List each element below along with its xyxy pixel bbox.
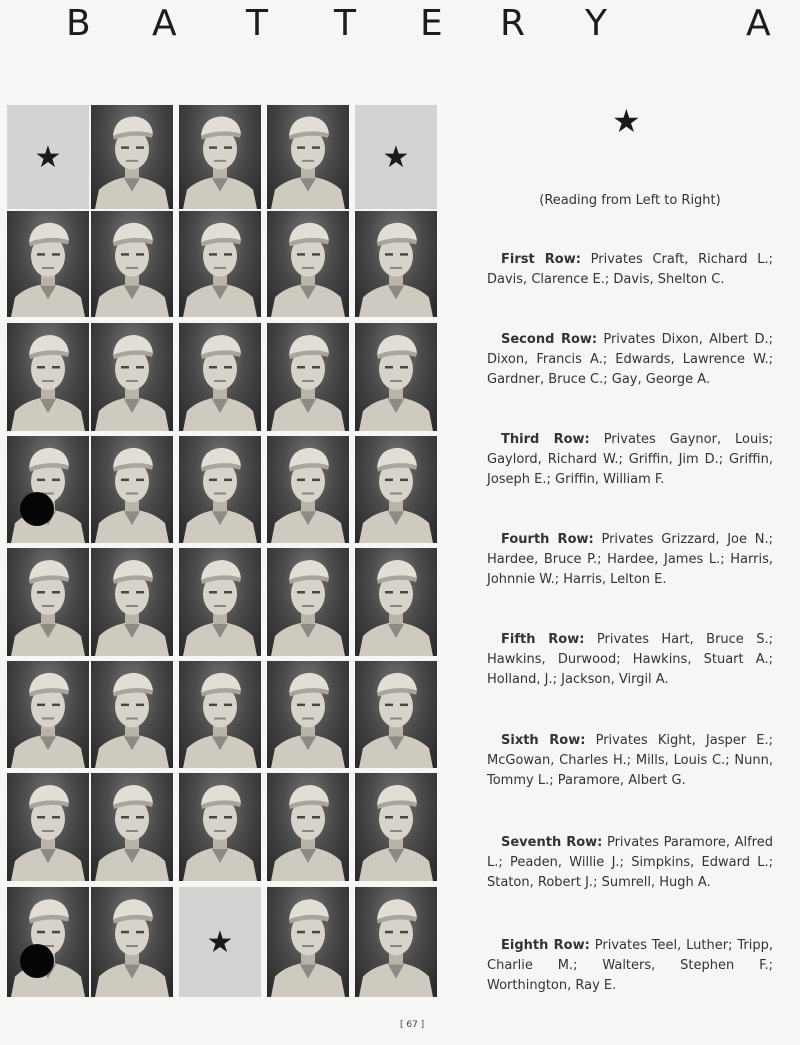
title-letter: Y bbox=[585, 3, 607, 44]
portrait-figure bbox=[355, 548, 437, 656]
punch-hole bbox=[20, 944, 54, 978]
soldier-portrait bbox=[355, 323, 437, 431]
star-placeholder bbox=[355, 105, 437, 209]
soldier-portrait bbox=[355, 887, 437, 997]
portrait-figure bbox=[7, 661, 89, 768]
portrait-figure bbox=[91, 436, 173, 543]
star-icon: ★ bbox=[206, 924, 234, 960]
portrait-figure bbox=[267, 661, 349, 768]
soldier-portrait bbox=[267, 661, 349, 768]
portrait-figure bbox=[267, 105, 349, 209]
soldier-portrait bbox=[179, 323, 261, 431]
caption-row-2 bbox=[487, 330, 773, 390]
reading-note: (Reading from Left to Right) bbox=[539, 193, 721, 208]
caption-text: Privates Dixon, Albert D.; Dixon, Francis A.; Edwards, Lawrence W.; Gardner, Bruce C.; Gay, George A. bbox=[487, 332, 773, 387]
portrait-figure bbox=[179, 548, 261, 656]
soldier-portrait bbox=[355, 773, 437, 881]
portrait-figure bbox=[179, 323, 261, 431]
punch-hole bbox=[20, 492, 54, 526]
caption-label: Seventh Row: bbox=[501, 835, 603, 850]
portrait-figure bbox=[267, 548, 349, 656]
caption-row-6 bbox=[487, 731, 773, 791]
soldier-portrait bbox=[267, 211, 349, 317]
soldier-portrait bbox=[179, 436, 261, 543]
portrait-figure bbox=[91, 661, 173, 768]
caption-row-4 bbox=[487, 530, 773, 590]
title-letter: T bbox=[334, 3, 356, 44]
portrait-figure bbox=[91, 773, 173, 881]
soldier-portrait bbox=[355, 548, 437, 656]
caption-label: Eighth Row: bbox=[501, 938, 590, 953]
soldier-portrait bbox=[355, 211, 437, 317]
caption-text: Privates Grizzard, Joe N.; Hardee, Bruce P.; Hardee, James L.; Harris, Johnnie W.; Harris, Lelton E. bbox=[487, 532, 773, 587]
title-letter: B bbox=[66, 3, 91, 44]
title-letter: A bbox=[152, 3, 177, 44]
caption-label: Fourth Row: bbox=[501, 532, 594, 547]
caption-row-8 bbox=[487, 936, 773, 996]
portrait-figure bbox=[91, 211, 173, 317]
soldier-portrait bbox=[91, 105, 173, 209]
portrait-figure bbox=[267, 773, 349, 881]
portrait-figure bbox=[355, 436, 437, 543]
star-placeholder bbox=[7, 105, 89, 209]
title-letter: R bbox=[500, 3, 526, 44]
portrait-figure bbox=[7, 436, 89, 543]
soldier-portrait bbox=[179, 211, 261, 317]
portrait-figure bbox=[7, 887, 89, 997]
caption-label: Third Row: bbox=[501, 432, 590, 447]
portrait-figure bbox=[179, 211, 261, 317]
portrait-figure bbox=[179, 105, 261, 209]
title-letter: E bbox=[420, 3, 443, 44]
caption-label: Second Row: bbox=[501, 332, 598, 347]
soldier-portrait bbox=[355, 436, 437, 543]
caption-text: Privates Paramore, Alfred L.; Peaden, Willie J.; Simpkins, Edward L.; Staton, Robert J.; Sumrell, Hugh A. bbox=[487, 835, 773, 890]
star-icon: ★ bbox=[34, 139, 62, 175]
title-letter: T bbox=[246, 3, 268, 44]
page-number: [ 67 ] bbox=[400, 1020, 425, 1030]
caption-row-1 bbox=[487, 250, 773, 290]
caption-text: Privates Teel, Luther; Tripp, Charlie M.; Walters, Stephen F.; Worthington, Ray E. bbox=[487, 938, 773, 993]
soldier-portrait bbox=[267, 105, 349, 209]
soldier-portrait bbox=[91, 548, 173, 656]
soldier-portrait bbox=[267, 436, 349, 543]
soldier-portrait bbox=[7, 323, 89, 431]
soldier-portrait bbox=[91, 211, 173, 317]
soldier-portrait bbox=[179, 105, 261, 209]
soldier-portrait bbox=[267, 323, 349, 431]
star-icon: ★ bbox=[382, 139, 410, 175]
caption-text: Privates Kight, Jasper E.; McGowan, Charles H.; Mills, Louis C.; Nunn, Tommy L.; Paramore, Albert G. bbox=[487, 733, 773, 788]
soldier-portrait bbox=[91, 436, 173, 543]
caption-row-3 bbox=[487, 430, 773, 490]
portrait-figure bbox=[91, 105, 173, 209]
portrait-figure bbox=[7, 211, 89, 317]
portrait-figure bbox=[355, 211, 437, 317]
portrait-figure bbox=[355, 323, 437, 431]
soldier-portrait bbox=[267, 773, 349, 881]
soldier-portrait bbox=[91, 887, 173, 997]
caption-text: Privates Craft, Richard L.; Davis, Clarence E.; Davis, Shelton C. bbox=[487, 252, 773, 287]
soldier-portrait bbox=[7, 211, 89, 317]
soldier-portrait bbox=[7, 661, 89, 768]
soldier-portrait bbox=[7, 436, 89, 543]
portrait-figure bbox=[179, 773, 261, 881]
portrait-figure bbox=[267, 211, 349, 317]
portrait-figure bbox=[7, 323, 89, 431]
soldier-portrait bbox=[179, 661, 261, 768]
portrait-figure bbox=[267, 436, 349, 543]
portrait-figure bbox=[355, 773, 437, 881]
star-placeholder bbox=[179, 887, 261, 997]
caption-row-7 bbox=[487, 833, 773, 893]
soldier-portrait bbox=[267, 548, 349, 656]
portrait-figure bbox=[179, 661, 261, 768]
portrait-figure bbox=[7, 773, 89, 881]
caption-row-5 bbox=[487, 630, 773, 690]
portrait-figure bbox=[267, 323, 349, 431]
soldier-portrait bbox=[91, 773, 173, 881]
portrait-figure bbox=[91, 887, 173, 997]
soldier-portrait bbox=[7, 773, 89, 881]
portrait-figure bbox=[267, 887, 349, 997]
soldier-portrait bbox=[91, 323, 173, 431]
soldier-portrait bbox=[91, 661, 173, 768]
soldier-portrait bbox=[7, 548, 89, 656]
caption-label: Fifth Row: bbox=[501, 632, 585, 647]
soldier-portrait bbox=[179, 548, 261, 656]
soldier-portrait bbox=[355, 661, 437, 768]
caption-text: Privates Gaynor, Louis; Gaylord, Richard W.; Griffin, Jim D.; Griffin, Joseph E.; Griffin, William F. bbox=[487, 432, 773, 487]
caption-label: Sixth Row: bbox=[501, 733, 586, 748]
soldier-portrait bbox=[267, 887, 349, 997]
soldier-portrait bbox=[7, 887, 89, 997]
title-letter: A bbox=[746, 3, 771, 44]
page-title bbox=[0, 0, 800, 60]
star-icon: ★ bbox=[612, 102, 641, 140]
portrait-figure bbox=[179, 436, 261, 543]
caption-label: First Row: bbox=[501, 252, 581, 267]
caption-text: Privates Hart, Bruce S.; Hawkins, Durwood; Hawkins, Stuart A.; Holland, J.; Jackson, Virgil A. bbox=[487, 632, 773, 687]
portrait-figure bbox=[7, 548, 89, 656]
portrait-figure bbox=[355, 661, 437, 768]
portrait-figure bbox=[91, 323, 173, 431]
soldier-portrait bbox=[179, 773, 261, 881]
portrait-figure bbox=[355, 887, 437, 997]
portrait-figure bbox=[91, 548, 173, 656]
